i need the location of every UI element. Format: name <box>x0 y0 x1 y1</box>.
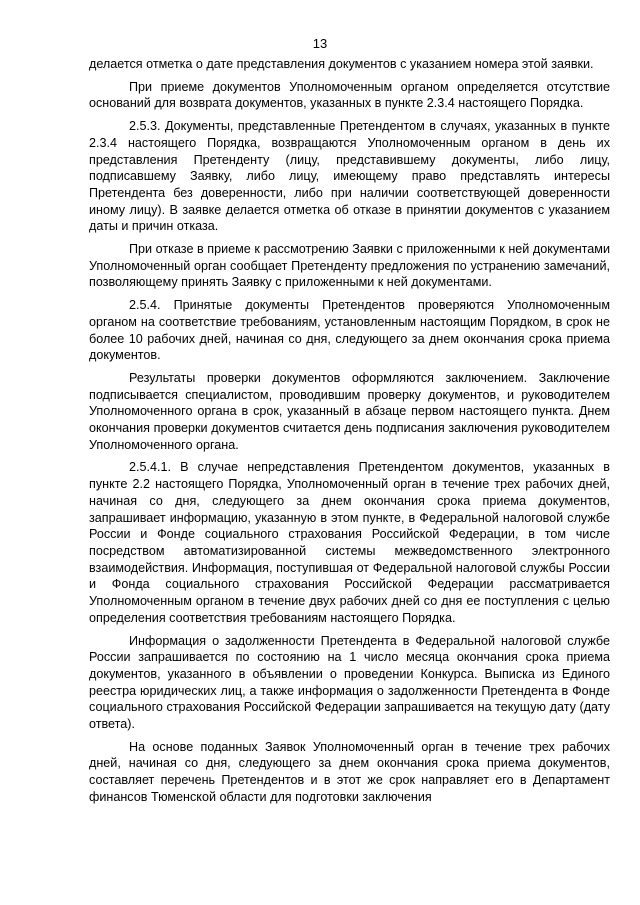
paragraph-debt-information: Информация о задолженности Претендента в Федеральной налоговой службе России запрашивается по состоянию на 1 число месяца окончания срока приема документов, указанного в объявлении о проведении Конкурса. Выписка из Единого реестра юридических лиц, а также информация о задолженности Претендента в Фонде социального страхования Российской Федерации запрашивается на текущую дату (дату ответа). <box>89 633 610 732</box>
paragraph-2-5-4-1: 2.5.4.1. В случае непредставления Претендентом документов, указанных в пункте 2.2 настоящего Порядка, Уполномоченный орган в течение трех рабочих дней, начиная со дня, следующего за днем окончания срока приема документов, запрашивает информацию, указанную в этом пункте, в Федеральной налоговой службе России и Фонде социального страхования Российской Федерации, в том числе посредством автоматизированной системы межведомственного электронного взаимодействия. Информация, поступившая от Федеральной налоговой службы России и Фонда социального страхования Российской Федерации рассматривается Уполномоченным органом в течение двух рабочих дней со дня ее поступления с целью определения соответствия требованиям настоящего Порядка. <box>89 460 610 625</box>
paragraph-continuation: делается отметка о дате представления документов с указанием номера этой заявки. <box>89 57 594 71</box>
paragraph-check-results: Результаты проверки документов оформляются заключением. Заключение подписывается специалистом, проводившим проверку документов, и руководителем Уполномоченного органа в срок, указанный в абзаце первом настоящего пункта. Днем окончания проверки документов считается день подписания заключения руководителем Уполномоченного органа. <box>89 370 610 452</box>
paragraph-document-check: При приеме документов Уполномоченным органом определяется отсутствие оснований для возврата документов, указанных в пункте 2.3.4 настоящего Порядка. <box>89 79 610 111</box>
paragraph-refusal: При отказе в приеме к рассмотрению Заявки с приложенными к ней документами Уполномоченный орган сообщает Претенденту предложения по устранению замечаний, позволяющему принять Заявку с приложенными к ней документами. <box>89 242 610 290</box>
paragraph-2-5-4: 2.5.4. Принятые документы Претендентов проверяются Уполномоченным органом на соответствие требованиям, установленным настоящим Порядком, в срок не более 10 рабочих дней, начиная со дня, следующего за днем окончания срока приема документов. <box>89 298 610 363</box>
document-body <box>89 56 610 812</box>
page-number: 13 <box>312 36 328 51</box>
paragraph-2-5-3: 2.5.3. Документы, представленные Претендентом в случаях, указанных в пункте 2.3.4 настоящего Порядка, возвращаются Уполномоченным органом в день их представления Претенденту (лицу, представившему документы, либо лицу, подписавшему Заявку, либо лицу, имеющему право представлять интересы Претендента без доверенности, либо при наличии соответствующей доверенности иному лицу). В заявке делается отметка об отказе в принятии документов с указанием даты и причин отказа. <box>89 119 610 234</box>
paragraph-applicants-list: На основе поданных Заявок Уполномоченный орган в течение трех рабочих дней, начиная со дня, следующего за днем окончания срока приема документов, составляет перечень Претендентов и в этот же срок направляет его в Департамент финансов Тюменской области для подготовки заключения <box>89 739 610 804</box>
